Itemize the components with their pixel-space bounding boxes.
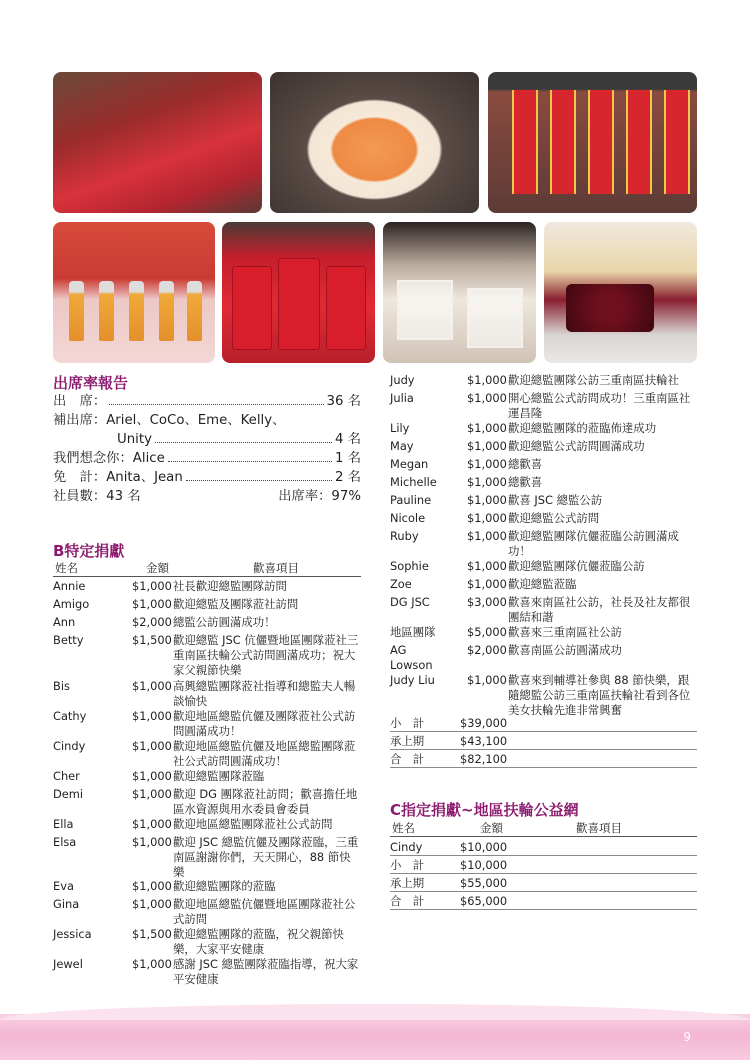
donor-name: Demi <box>53 787 84 801</box>
attendance-row <box>53 449 361 468</box>
donation-message: 歡迎總監 JSC 伉儷暨地區團隊蒞社三重南區扶輪公式訪問圓滿成功；祝大家父親節快樂 <box>173 633 359 678</box>
donor-name: Gina <box>53 897 80 911</box>
donation-message: 歡喜 JSC 總監公訪 <box>508 493 603 507</box>
donation-message: 總監公訪圓滿成功！ <box>173 615 276 629</box>
donation-message: 歡喜南區公訪圓滿成功 <box>508 643 622 657</box>
photo-sashes <box>488 72 697 213</box>
donation-amount: $1,000 <box>132 897 172 911</box>
summary-label: 承上期 <box>390 876 425 890</box>
header-item: 歡喜項目 <box>253 561 299 575</box>
donation-amount: $1,000 <box>467 529 507 543</box>
summary-row <box>390 856 697 874</box>
summary-row <box>390 732 697 750</box>
page-number: 9 <box>683 1030 691 1044</box>
section-c-title: C指定捐獻~地區扶輪公益網 <box>390 801 579 819</box>
donor-name: Jewel <box>53 957 83 971</box>
donation-amount: $1,000 <box>467 421 507 435</box>
summary-row <box>390 714 697 732</box>
donation-message: 歡喜來到輔導社參與 88 節快樂，跟隨總監公訪三重南區扶輪社看到各位美女扶輪先進非常興奮 <box>508 673 691 718</box>
row-count: 1 名 <box>335 451 361 466</box>
donation-message: 歡迎總監及團隊蒞社訪問 <box>173 597 299 611</box>
summary-value: $43,100 <box>460 734 508 748</box>
donor-name: Amigo <box>53 597 90 611</box>
row-label: 我們想念你： <box>53 451 133 466</box>
donor-name: Jessica <box>53 927 92 941</box>
donation-message: 歡迎總監團隊的蒞臨佈達成功 <box>508 421 657 435</box>
donor-name: Annie <box>53 579 86 593</box>
summary-value: $39,000 <box>460 716 508 730</box>
row-value: Alice <box>132 451 165 466</box>
donation-amount: $1,000 <box>467 391 507 405</box>
donation-amount: $1,000 <box>467 577 507 591</box>
donor-name: Sophie <box>390 559 429 573</box>
summary-label: 小 計 <box>390 716 425 730</box>
donor-name: Betty <box>53 633 84 647</box>
donation-message: 歡迎地區總監團隊蒞社公式訪問 <box>173 817 333 831</box>
donation-message: 歡迎 JSC 總監伉儷及團隊蒞臨，三重南區謝謝你們，天天開心，88 節快樂 <box>173 835 359 880</box>
donation-message: 感謝 JSC 總監團隊蒞臨指導，祝大家平安健康 <box>173 957 359 987</box>
attendance-row <box>53 468 361 487</box>
attendance-summary <box>53 487 361 506</box>
attendance-row <box>53 411 361 430</box>
photo-gift-boxes <box>383 222 536 363</box>
summary-label: 承上期 <box>390 734 425 748</box>
donation-message: 歡迎總監團隊的蒞臨 <box>173 879 276 893</box>
donation-amount: $1,000 <box>467 373 507 387</box>
member-count: 社員數：43 名 <box>53 489 141 504</box>
donation-amount: $1,500 <box>132 927 172 941</box>
donation-message: 總歡喜 <box>508 457 543 471</box>
donation-message: 社長歡迎總監團隊訪問 <box>173 579 287 593</box>
donation-amount: $2,000 <box>132 615 172 629</box>
donation-amount: $2,000 <box>467 643 507 657</box>
donor-name: Elsa <box>53 835 77 849</box>
donor-name: Megan <box>390 457 429 471</box>
donation-amount: $3,000 <box>467 595 507 609</box>
summary-value: $65,000 <box>460 894 508 908</box>
row-value: Ariel、CoCo、Eme、Kelly、 <box>106 413 286 428</box>
donation-amount: $1,000 <box>467 511 507 525</box>
donor-name: Judy <box>390 373 415 387</box>
donation-message: 歡喜來三重南區社公訪 <box>508 625 622 639</box>
header-name: 姓名 <box>55 561 78 575</box>
donation-amount: $1,000 <box>132 817 172 831</box>
row-count: 4 名 <box>335 432 361 447</box>
donation-message: 歡迎地區總監伉儷及地區總監團隊蒞社公式訪問圓滿成功！ <box>173 739 356 769</box>
row-label: 免 計： <box>53 470 107 485</box>
donation-amount: $1,000 <box>467 493 507 507</box>
donation-message: 歡迎總監公式訪問圓滿成功 <box>508 439 645 453</box>
donation-amount: $1,500 <box>132 633 172 647</box>
summary-row <box>390 838 697 856</box>
summary-label: 合 計 <box>390 894 425 908</box>
attendance-row <box>53 430 361 449</box>
donation-message: 歡迎總監團隊伉儷蒞臨公訪 <box>508 559 645 573</box>
donor-name: Julia <box>390 391 414 405</box>
donation-message: 歡迎總監蒞臨 <box>508 577 577 591</box>
summary-label: 合 計 <box>390 752 425 766</box>
donor-name: Cathy <box>53 709 87 723</box>
donation-message: 歡迎總監公式訪問 <box>508 511 600 525</box>
summary-label: 小 計 <box>390 858 425 872</box>
donor-name: Pauline <box>390 493 432 507</box>
donation-amount: $1,000 <box>467 673 507 687</box>
donation-message: 總歡喜 <box>508 475 543 489</box>
summary-value: $10,000 <box>460 858 508 872</box>
donation-amount: $1,000 <box>467 559 507 573</box>
donor-name: Lily <box>390 421 410 435</box>
section-b-title: B特定捐獻 <box>53 542 125 560</box>
donation-message: 歡喜來南區社公訪，社長及社友都很團結和諧 <box>508 595 691 625</box>
summary-value: $10,000 <box>460 840 508 854</box>
header-item: 歡喜項目 <box>576 821 622 835</box>
row-value: Unity <box>117 432 152 447</box>
donor-name: DG JSC <box>390 595 430 609</box>
donor-name: Cher <box>53 769 80 783</box>
donor-name: Nicole <box>390 511 426 525</box>
photo-bottles <box>53 222 215 363</box>
footer-band <box>0 1014 750 1060</box>
attendance-rate: 出席率：97% <box>278 489 361 504</box>
donation-amount: $1,000 <box>467 439 507 453</box>
header-amount: 金額 <box>146 561 169 575</box>
section-c-header <box>390 820 697 837</box>
photo-gift-bags <box>53 72 262 213</box>
donation-message: 歡迎總監團隊公訪三重南區扶輪社 <box>508 373 679 387</box>
donor-name: Eva <box>53 879 74 893</box>
donation-message: 高興總監團隊蒞社指導和總監夫人暢談愉快 <box>173 679 356 709</box>
header-amount: 金額 <box>480 821 503 835</box>
summary-row <box>390 874 697 892</box>
donation-amount: $1,000 <box>132 579 172 593</box>
donation-amount: $5,000 <box>467 625 507 639</box>
row-label: 出 席： <box>53 394 107 409</box>
donation-amount: $1,000 <box>132 597 172 611</box>
row-value: Anita、Jean <box>106 470 183 485</box>
donor-name: Judy Liu <box>390 673 435 687</box>
donation-amount: $1,000 <box>132 769 172 783</box>
attendance-list <box>53 392 361 506</box>
donor-name: Ann <box>53 615 76 629</box>
donation-amount: $1,000 <box>132 835 172 849</box>
donor-name: AG Lowson <box>390 643 433 673</box>
summary-row <box>390 750 697 768</box>
donation-amount: $1,000 <box>132 739 172 753</box>
attendance-title: 出席率報告 <box>53 374 129 392</box>
summary-value: $55,000 <box>460 876 508 890</box>
donation-amount: $1,000 <box>132 957 172 971</box>
donor-name: Michelle <box>390 475 437 489</box>
row-label: 補出席： <box>53 413 107 428</box>
donation-amount: $1,000 <box>467 475 507 489</box>
row-count: 2 名 <box>335 470 361 485</box>
photo-red-bags <box>222 222 375 363</box>
donation-message: 歡迎總監團隊蒞臨 <box>173 769 265 783</box>
donor-name: Ella <box>53 817 74 831</box>
donor-name: May <box>390 439 414 453</box>
donor-name: 地區團隊 <box>390 625 436 639</box>
header-name: 姓名 <box>392 821 415 835</box>
donation-message: 歡迎地區總監伉儷暨地區團隊蒞社公式訪問 <box>173 897 356 927</box>
donation-message: 歡迎 DG 團隊蒞社訪問；歡喜擔任地區水資源與用水委員會委員 <box>173 787 358 817</box>
donation-amount: $1,000 <box>132 709 172 723</box>
donation-amount: $1,000 <box>132 879 172 893</box>
donation-amount: $1,000 <box>467 457 507 471</box>
section-b-header <box>53 560 361 577</box>
donation-amount: $1,000 <box>132 679 172 693</box>
donor-name: Bis <box>53 679 70 693</box>
donation-message: 歡迎地區總監伉儷及團隊蒞社公式訪問圓滿成功！ <box>173 709 356 739</box>
row-count: 36 名 <box>326 394 361 409</box>
summary-value: $82,100 <box>460 752 508 766</box>
summary-row <box>390 892 697 910</box>
donation-message: 開心總監公式訪問成功！三重南區社運昌隆 <box>508 391 691 421</box>
photo-cake <box>270 72 479 213</box>
donor-name: Zoe <box>390 577 412 591</box>
attendance-row <box>53 392 361 411</box>
donation-message: 歡迎總監團隊伉儷蒞臨公訪圓滿成功！ <box>508 529 679 559</box>
summary-label: Cindy <box>390 840 423 854</box>
donor-name: Cindy <box>53 739 86 753</box>
photo-buffet <box>544 222 697 363</box>
donation-message: 歡迎總監團隊的蒞臨，祝父親節快樂，大家平安健康 <box>173 927 344 957</box>
donation-amount: $1,000 <box>132 787 172 801</box>
donor-name: Ruby <box>390 529 419 543</box>
